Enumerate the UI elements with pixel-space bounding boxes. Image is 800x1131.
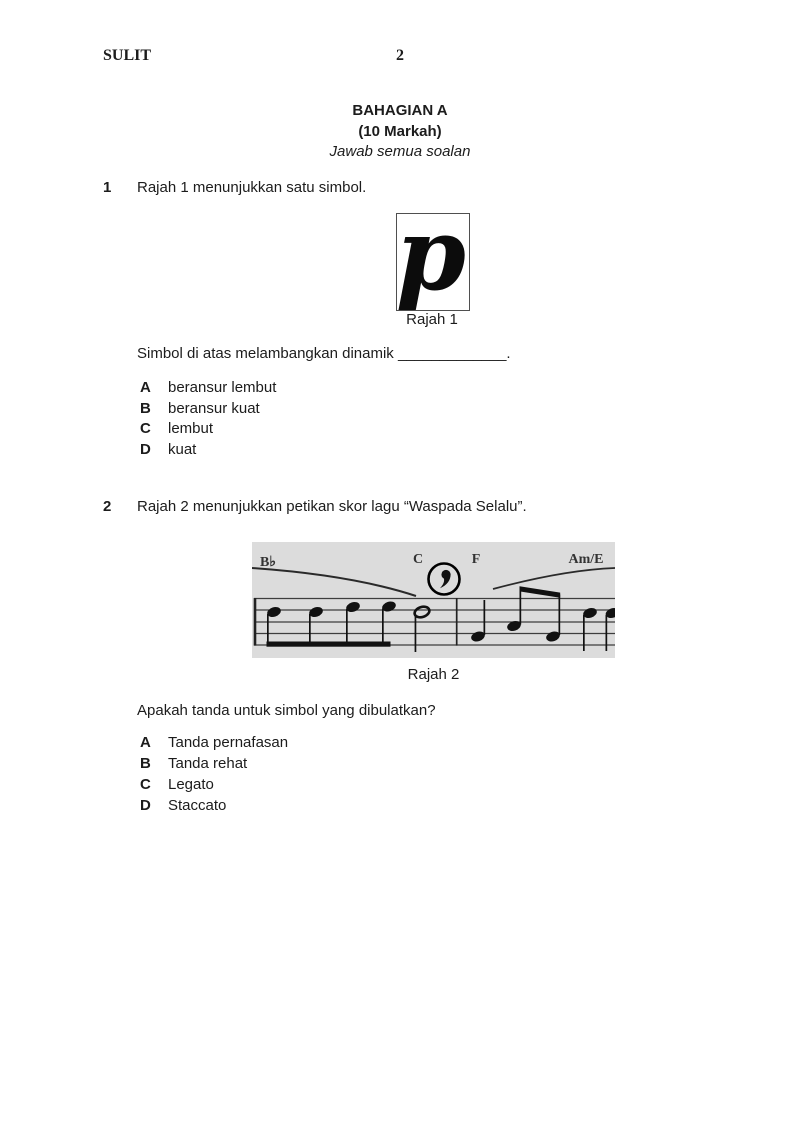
- confidential-label: SULIT: [103, 47, 152, 64]
- option-text: beransur kuat: [168, 399, 260, 417]
- section-heading: [0, 101, 800, 163]
- option-text: Legato: [168, 776, 214, 793]
- chord-label-f: F: [471, 552, 481, 567]
- option-letter: C: [140, 776, 151, 793]
- chord-label-am-e: Am/E: [568, 552, 604, 567]
- chord-label-c: C: [412, 552, 424, 567]
- music-score-graphic: [252, 542, 615, 658]
- option-row: [140, 379, 276, 400]
- option-row: [140, 734, 288, 755]
- figure-2-score-image: [252, 542, 615, 658]
- option-row: [140, 420, 276, 441]
- section-title: BAHAGIAN A: [352, 102, 448, 119]
- option-letter: B: [140, 399, 151, 417]
- page-number: 2: [396, 47, 404, 64]
- option-letter: D: [140, 440, 151, 458]
- figure-1-symbol-box: p: [396, 213, 470, 311]
- option-letter: C: [140, 420, 151, 438]
- question-1-prompt: Simbol di atas melambangkan dinamik _____________.: [137, 345, 511, 362]
- option-text: kuat: [168, 440, 197, 458]
- chord-label-bb: B♭: [260, 555, 276, 570]
- option-row: [140, 400, 276, 421]
- option-text: Tanda rehat: [168, 755, 248, 772]
- option-row: [140, 797, 288, 818]
- option-letter: D: [140, 797, 151, 814]
- question-1-stem: Rajah 1 menunjukkan satu simbol.: [137, 179, 367, 196]
- option-row: [140, 441, 276, 462]
- section-instruction: Jawab semua soalan: [329, 143, 471, 161]
- figure-2-caption: Rajah 2: [407, 666, 460, 683]
- option-text: Staccato: [168, 797, 227, 814]
- question-2-number: 2: [103, 498, 112, 515]
- question-1-options: [140, 379, 276, 461]
- question-1-number: 1: [103, 179, 112, 196]
- option-letter: A: [140, 379, 151, 396]
- figure-1-caption: Rajah 1: [406, 311, 458, 328]
- option-letter: A: [140, 734, 151, 751]
- question-2-stem: Rajah 2 menunjukkan petikan skor lagu “Waspada Selalu”.: [137, 498, 527, 515]
- option-text: beransur lembut: [168, 379, 277, 396]
- question-2-options: [140, 734, 288, 818]
- option-text: lembut: [168, 420, 214, 438]
- option-row: [140, 776, 288, 797]
- option-text: Tanda pernafasan: [168, 734, 289, 751]
- option-row: [140, 755, 288, 776]
- beam-bottom: [267, 642, 391, 647]
- score-background: [252, 542, 615, 658]
- section-marks: (10 Markah): [358, 122, 442, 140]
- question-2-prompt: Apakah tanda untuk simbol yang dibulatkan?: [137, 702, 436, 719]
- option-letter: B: [140, 755, 151, 772]
